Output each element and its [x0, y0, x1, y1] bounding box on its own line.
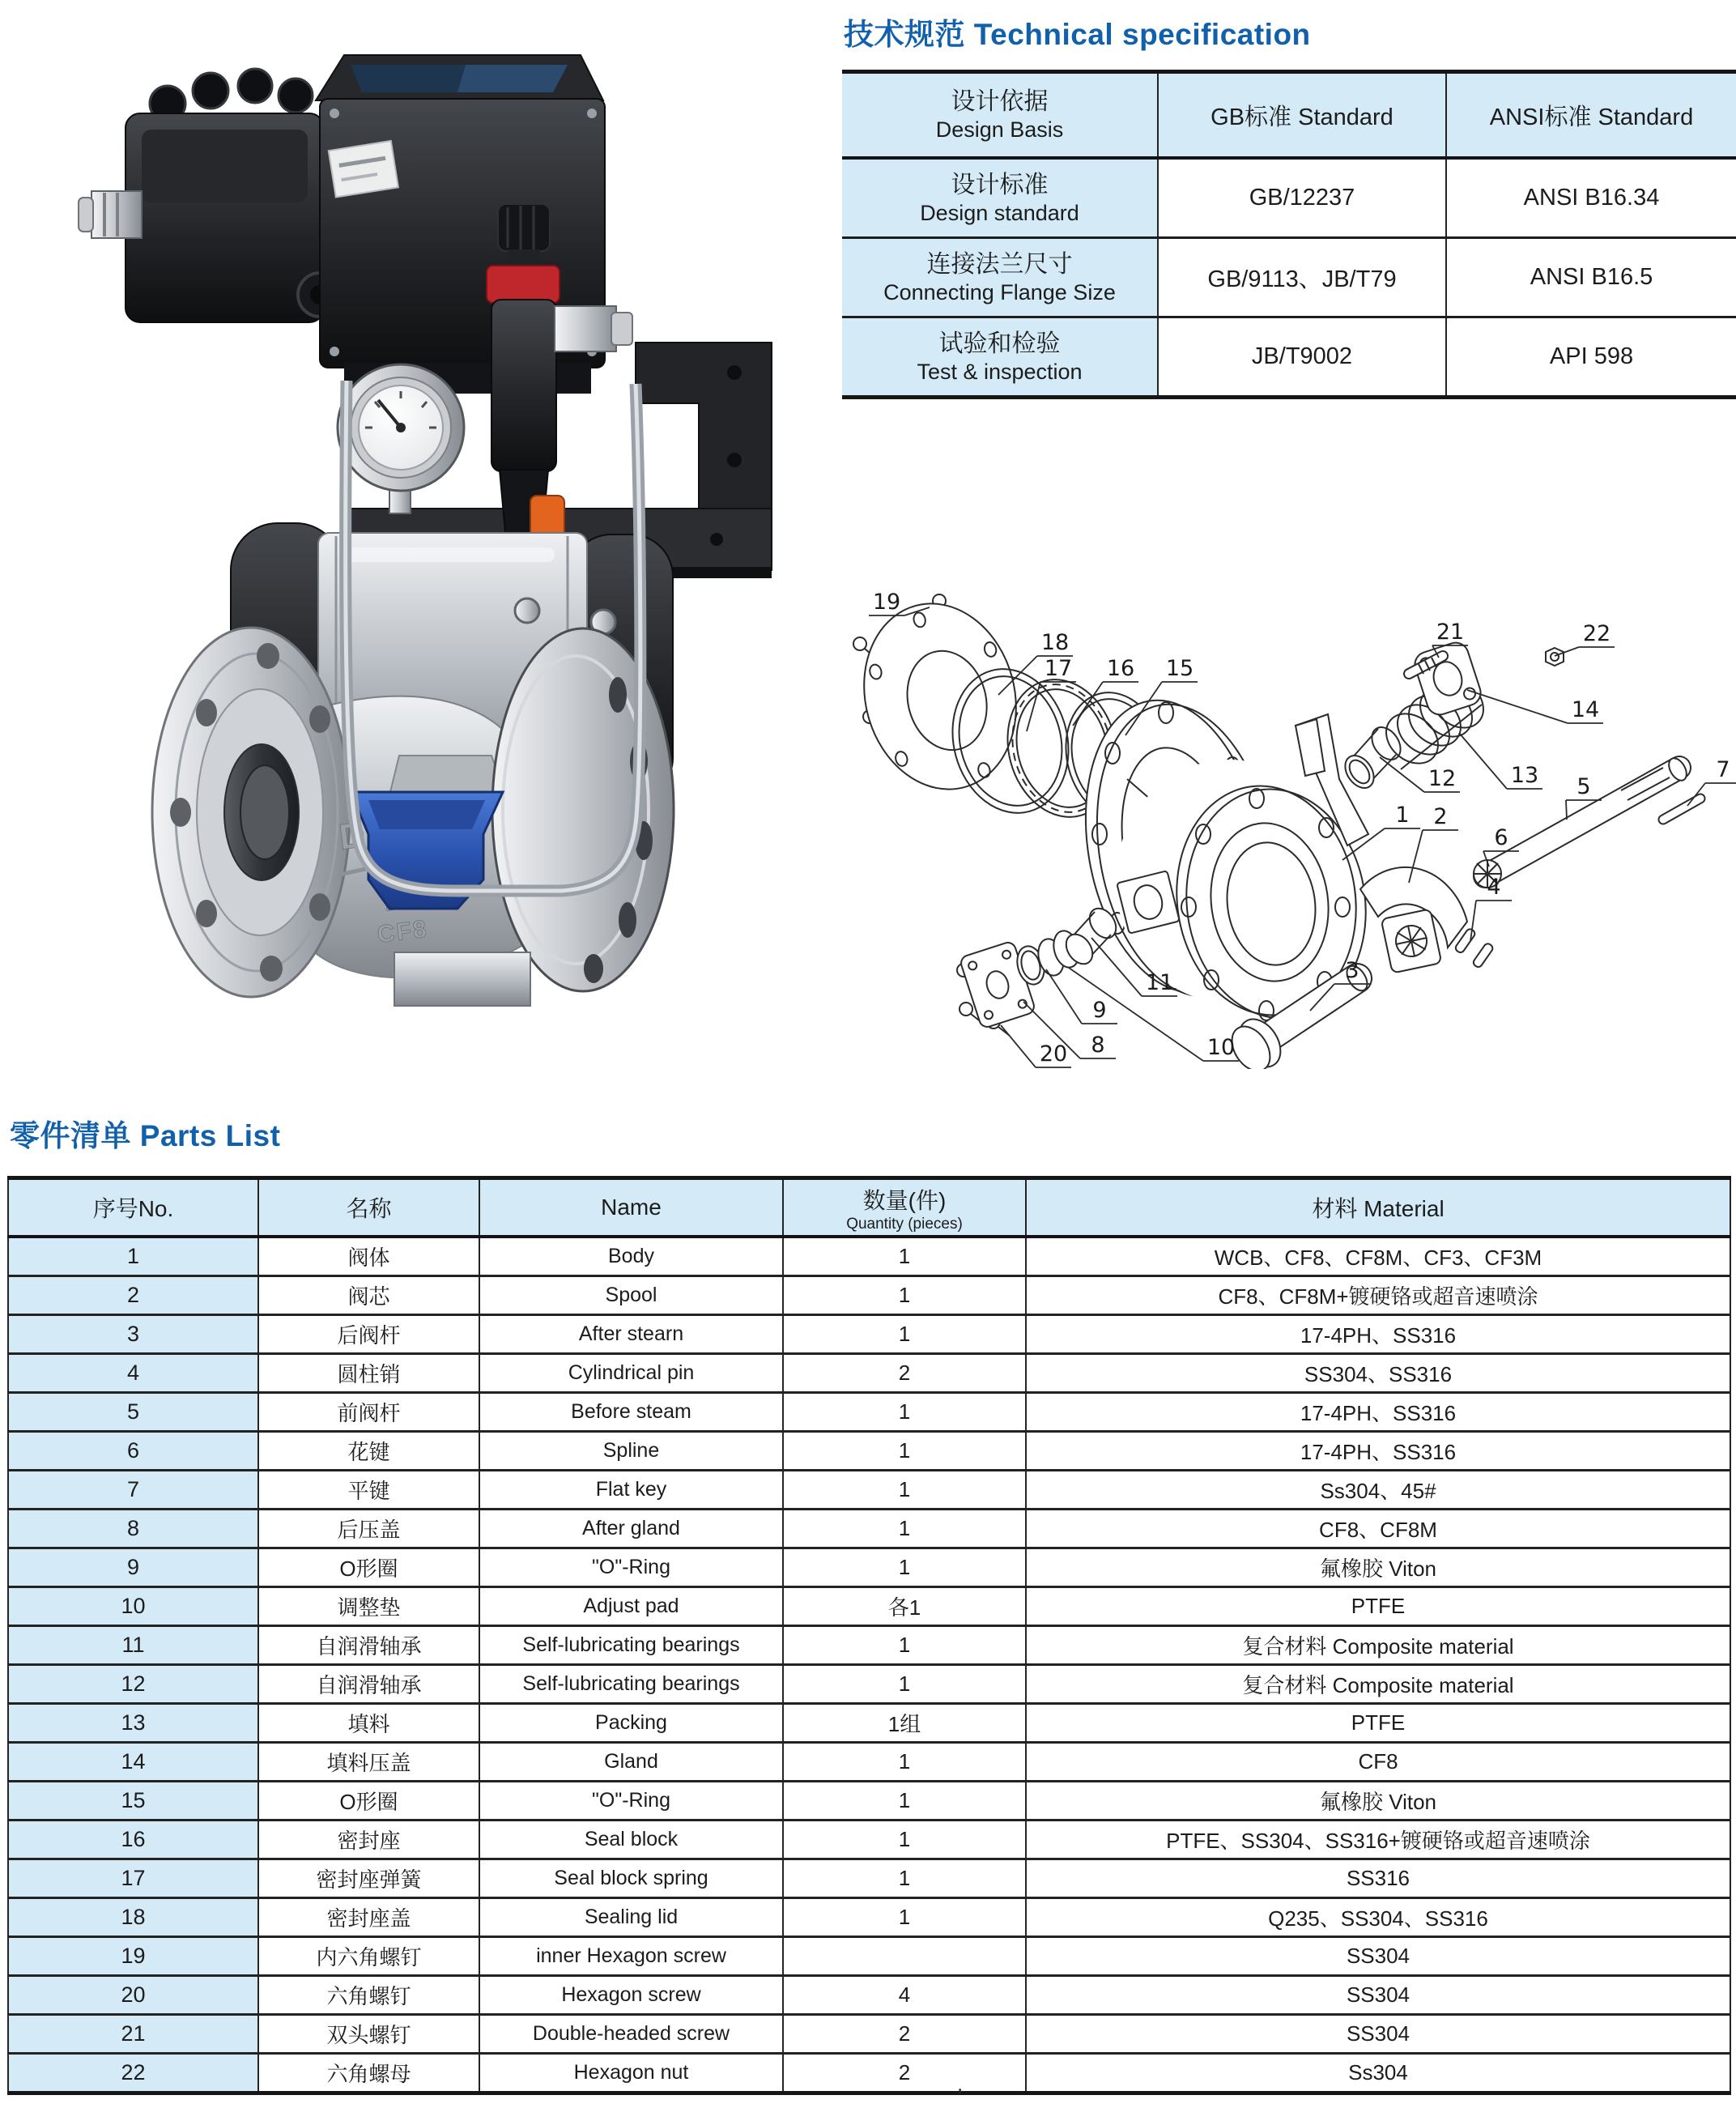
part-qty: 2 [783, 2054, 1026, 2093]
part-material: SS304 [1026, 1976, 1730, 2015]
diagram-callout-22 [1555, 621, 1615, 656]
parts-header-material: 材料 Material [1026, 1178, 1730, 1237]
part-no: 5 [8, 1393, 258, 1432]
parts-row [8, 2054, 1730, 2093]
part-name-zh: 填料压盖 [258, 1743, 479, 1782]
part-name-en: Double-headed screw [479, 2015, 783, 2054]
parts-row [8, 1237, 1730, 1276]
part-no: 17 [8, 1859, 258, 1898]
part-name-zh: 调整垫 [258, 1587, 479, 1626]
part-material: SS304 [1026, 2015, 1730, 2054]
svg-text:11: 11 [1145, 970, 1174, 995]
gland-assembly [1409, 639, 1564, 718]
part-no: 7 [8, 1471, 258, 1510]
tech-header-ansi: ANSI标准 Standard [1446, 72, 1736, 159]
parts-row [8, 1665, 1730, 1704]
parts-row [8, 1898, 1730, 1937]
parts-row [8, 1976, 1730, 2015]
part-qty: 1 [783, 1626, 1026, 1665]
part-no: 11 [8, 1626, 258, 1665]
part-qty: 1 [783, 1821, 1026, 1859]
part-qty: 1 [783, 1237, 1026, 1276]
parts-header-qty [783, 1178, 1026, 1237]
part-material: WCB、CF8、CF8M、CF3、CF3M [1026, 1237, 1730, 1276]
svg-text:8: 8 [1091, 1033, 1105, 1058]
svg-text:10: 10 [1206, 1035, 1236, 1060]
svg-text:13: 13 [1510, 763, 1539, 788]
valve-product-photo [77, 23, 789, 1027]
svg-text:6: 6 [1494, 825, 1508, 850]
part-qty: 1 [783, 1276, 1026, 1315]
part-material: 17-4PH、SS316 [1026, 1393, 1730, 1432]
part-name-zh: O形圈 [258, 1782, 479, 1821]
part-name-zh: 阀体 [258, 1237, 479, 1276]
part-name-zh: 密封座 [258, 1821, 479, 1859]
part-name-en: Flat key [479, 1471, 783, 1510]
tech-header-zh: 设计依据 [951, 88, 1049, 115]
tech-header-en: Design Basis [935, 117, 1064, 142]
svg-text:20: 20 [1039, 1041, 1068, 1067]
part-qty: 2 [783, 1354, 1026, 1393]
part-no: 3 [8, 1315, 258, 1354]
part-no: 16 [8, 1821, 258, 1859]
part-material: Q235、SS304、SS316 [1026, 1898, 1730, 1937]
parts-row [8, 1937, 1730, 1976]
tech-spec-header-row [842, 72, 1736, 159]
parts-header-row [8, 1178, 1730, 1237]
tech-row-gb-value: JB/T9002 [1158, 317, 1446, 398]
part-no: 2 [8, 1276, 258, 1315]
svg-text:12: 12 [1428, 766, 1457, 791]
tech-spec-row [842, 317, 1736, 398]
tech-header-gb: GB标准 Standard [1158, 72, 1446, 159]
part-material: Ss304、45# [1026, 1471, 1730, 1510]
part-material: 复合材料 Composite material [1026, 1626, 1730, 1665]
part-name-zh: 后阀杆 [258, 1315, 479, 1354]
part-name-zh: 花键 [258, 1432, 479, 1471]
part-no: 21 [8, 2015, 258, 2054]
part-name-zh: 密封座弹簧 [258, 1859, 479, 1898]
svg-text:21: 21 [1436, 620, 1465, 645]
svg-text:1: 1 [1395, 803, 1410, 828]
parts-row [8, 1704, 1730, 1743]
svg-text:16: 16 [1106, 656, 1135, 681]
body-bottom-boss [1117, 871, 1180, 934]
part-material: PTFE [1026, 1704, 1730, 1743]
part-qty: 4 [783, 1976, 1026, 2015]
parts-row [8, 1276, 1730, 1315]
part-name-en: Gland [479, 1743, 783, 1782]
part-qty: 1组 [783, 1704, 1026, 1743]
part-material: 复合材料 Composite material [1026, 1665, 1730, 1704]
part-name-en: Seal block spring [479, 1859, 783, 1898]
part-name-en: Spool [479, 1276, 783, 1315]
diagram-callout-12 [1380, 757, 1460, 792]
part-no: 10 [8, 1587, 258, 1626]
part-material: 氟橡胶 Viton [1026, 1782, 1730, 1821]
part-name-en: After gland [479, 1510, 783, 1548]
flat-key [1663, 798, 1700, 820]
sealing-lid [844, 586, 1036, 807]
tech-header-design-basis [842, 72, 1158, 159]
part-name-zh: 自润滑轴承 [258, 1626, 479, 1665]
diagram-callout-13 [1459, 733, 1542, 789]
parts-row [8, 1315, 1730, 1354]
svg-text:5: 5 [1576, 774, 1591, 799]
part-no: 13 [8, 1704, 258, 1743]
part-qty: 各1 [783, 1587, 1026, 1626]
parts-row [8, 1587, 1730, 1626]
part-no: 8 [8, 1510, 258, 1548]
part-name-en: Body [479, 1237, 783, 1276]
part-material: SS304、SS316 [1026, 1354, 1730, 1393]
tech-row-label-en: Design standard [920, 200, 1079, 225]
svg-text:7: 7 [1716, 757, 1730, 782]
part-no: 18 [8, 1898, 258, 1937]
tech-spec-row [842, 238, 1736, 317]
part-no: 19 [8, 1937, 258, 1976]
part-material: 氟橡胶 Viton [1026, 1548, 1730, 1587]
bearing-12 [1339, 722, 1406, 793]
parts-row [8, 1548, 1730, 1587]
svg-text:14: 14 [1571, 697, 1600, 722]
valve-flange-right [492, 628, 674, 991]
part-name-zh: 密封座盖 [258, 1898, 479, 1937]
svg-text:3: 3 [1345, 958, 1359, 983]
part-no: 14 [8, 1743, 258, 1782]
tech-row-ansi-value: ANSI B16.5 [1446, 238, 1736, 317]
svg-text:2: 2 [1433, 804, 1448, 829]
part-name-en: Adjust pad [479, 1587, 783, 1626]
hexagon-nut [1546, 648, 1564, 666]
footer-mark: , [957, 2072, 964, 2096]
parts-list-title: 零件清单 Parts List [10, 1119, 281, 1152]
parts-row [8, 1471, 1730, 1510]
part-material: CF8 [1026, 1743, 1730, 1782]
part-no: 1 [8, 1237, 258, 1276]
part-name-zh: 六角螺钉 [258, 1976, 479, 2015]
tech-row-label-zh: 设计标准 [951, 171, 1049, 198]
part-qty: 1 [783, 1432, 1026, 1471]
regulator-red-ring [487, 266, 560, 303]
cast-material-text: CF8 [376, 915, 430, 948]
svg-text:18: 18 [1040, 630, 1070, 655]
part-material: CF8、CF8M [1026, 1510, 1730, 1548]
part-qty: 1 [783, 1548, 1026, 1587]
part-name-zh: 内六角螺钉 [258, 1937, 479, 1976]
parts-row [8, 1782, 1730, 1821]
part-no: 15 [8, 1782, 258, 1821]
svg-text:15: 15 [1165, 656, 1194, 681]
svg-text:9: 9 [1092, 998, 1107, 1023]
part-qty: 1 [783, 1471, 1026, 1510]
tech-row-ansi-value: API 598 [1446, 317, 1736, 398]
part-name-en: Before steam [479, 1393, 783, 1432]
tech-spec-title: 技术规范 Technical specification [844, 18, 1311, 51]
part-name-zh: 填料 [258, 1704, 479, 1743]
part-name-en: Seal block [479, 1821, 783, 1859]
part-name-en: Sealing lid [479, 1898, 783, 1937]
part-name-en: Self-lubricating bearings [479, 1665, 783, 1704]
part-name-zh: O形圈 [258, 1548, 479, 1587]
limit-switch-box [79, 69, 342, 322]
part-name-zh: 自润滑轴承 [258, 1665, 479, 1704]
part-name-zh: 阀芯 [258, 1276, 479, 1315]
part-qty: 2 [783, 2015, 1026, 2054]
parts-header-no: 序号No. [8, 1178, 258, 1237]
part-name-en: inner Hexagon screw [479, 1937, 783, 1976]
brand-label [329, 141, 398, 197]
part-name-zh: 圆柱销 [258, 1354, 479, 1393]
part-no: 20 [8, 1976, 258, 2015]
diagram-callout-20 [1001, 1025, 1071, 1067]
part-no: 9 [8, 1548, 258, 1587]
diagram-callout-17 [1027, 656, 1076, 731]
parts-header-name-zh: 名称 [258, 1178, 479, 1237]
svg-text:22: 22 [1582, 621, 1611, 646]
part-qty: 1 [783, 1859, 1026, 1898]
parts-row [8, 1821, 1730, 1859]
part-name-en: Self-lubricating bearings [479, 1626, 783, 1665]
svg-text:17: 17 [1044, 656, 1073, 681]
part-material: 17-4PH、SS316 [1026, 1315, 1730, 1354]
part-name-en: "O"-Ring [479, 1782, 783, 1821]
part-qty: 1 [783, 1898, 1026, 1937]
parts-header-qty-en: Quantity (pieces) [846, 1215, 963, 1233]
part-name-en: Hexagon screw [479, 1976, 783, 2015]
tech-spec-table [842, 70, 1736, 399]
valve-flange-left [152, 628, 350, 997]
parts-header-qty-zh: 数量(件) [862, 1187, 947, 1213]
tech-row-ansi-value: ANSI B16.34 [1446, 158, 1736, 238]
tech-row-label [842, 317, 1158, 398]
parts-row [8, 1626, 1730, 1665]
parts-row [8, 1393, 1730, 1432]
part-qty: 1 [783, 1782, 1026, 1821]
part-material: Ss304 [1026, 2054, 1730, 2093]
part-no: 6 [8, 1432, 258, 1471]
part-material: SS304 [1026, 1937, 1730, 1976]
tech-row-label [842, 238, 1158, 317]
part-name-en: Spline [479, 1432, 783, 1471]
part-material: PTFE、SS304、SS316+镀硬铬或超音速喷涂 [1026, 1821, 1730, 1859]
parts-row [8, 1859, 1730, 1898]
part-name-zh: 后压盖 [258, 1510, 479, 1548]
tech-row-label [842, 158, 1158, 238]
tech-row-label-en: Connecting Flange Size [883, 279, 1116, 304]
tech-spec-row [842, 158, 1736, 238]
part-name-en: Cylindrical pin [479, 1354, 783, 1393]
part-material: CF8、CF8M+镀硬铬或超音速喷涂 [1026, 1276, 1730, 1315]
svg-text:4: 4 [1487, 875, 1501, 900]
part-material: SS316 [1026, 1859, 1730, 1898]
tech-row-label-zh: 连接法兰尺寸 [926, 250, 1073, 278]
diagram-callout-14 [1467, 690, 1603, 723]
part-name-en: Hexagon nut [479, 2054, 783, 2093]
parts-row [8, 1510, 1730, 1548]
part-qty: 1 [783, 1315, 1026, 1354]
exploded-diagram [842, 567, 1736, 1069]
tech-row-label-zh: 试验和检验 [938, 330, 1061, 357]
part-material: 17-4PH、SS316 [1026, 1432, 1730, 1471]
tech-row-label-en: Test & inspection [917, 359, 1083, 384]
part-no: 22 [8, 2054, 258, 2093]
part-no: 12 [8, 1665, 258, 1704]
part-qty: 1 [783, 1665, 1026, 1704]
parts-header-name-en: Name [479, 1178, 783, 1237]
part-name-en: Packing [479, 1704, 783, 1743]
part-name-zh: 双头螺钉 [258, 2015, 479, 2054]
part-no: 4 [8, 1354, 258, 1393]
part-qty [783, 1937, 1026, 1976]
part-name-en: After stearn [479, 1315, 783, 1354]
parts-row [8, 1432, 1730, 1471]
part-name-zh: 平键 [258, 1471, 479, 1510]
part-material: PTFE [1026, 1587, 1730, 1626]
tech-row-gb-value: GB/12237 [1158, 158, 1446, 238]
part-name-zh: 六角螺母 [258, 2054, 479, 2093]
svg-text:19: 19 [872, 590, 901, 615]
part-qty: 1 [783, 1393, 1026, 1432]
part-qty: 1 [783, 1510, 1026, 1548]
part-qty: 1 [783, 1743, 1026, 1782]
tech-row-gb-value: GB/9113、JB/T79 [1158, 238, 1446, 317]
part-name-zh: 前阀杆 [258, 1393, 479, 1432]
parts-row [8, 1743, 1730, 1782]
parts-row [8, 2015, 1730, 2054]
valve-foot [394, 952, 530, 1006]
pressure-gauge [338, 364, 464, 513]
parts-row [8, 1354, 1730, 1393]
part-name-en: "O"-Ring [479, 1548, 783, 1587]
parts-list-table [7, 1176, 1731, 2095]
